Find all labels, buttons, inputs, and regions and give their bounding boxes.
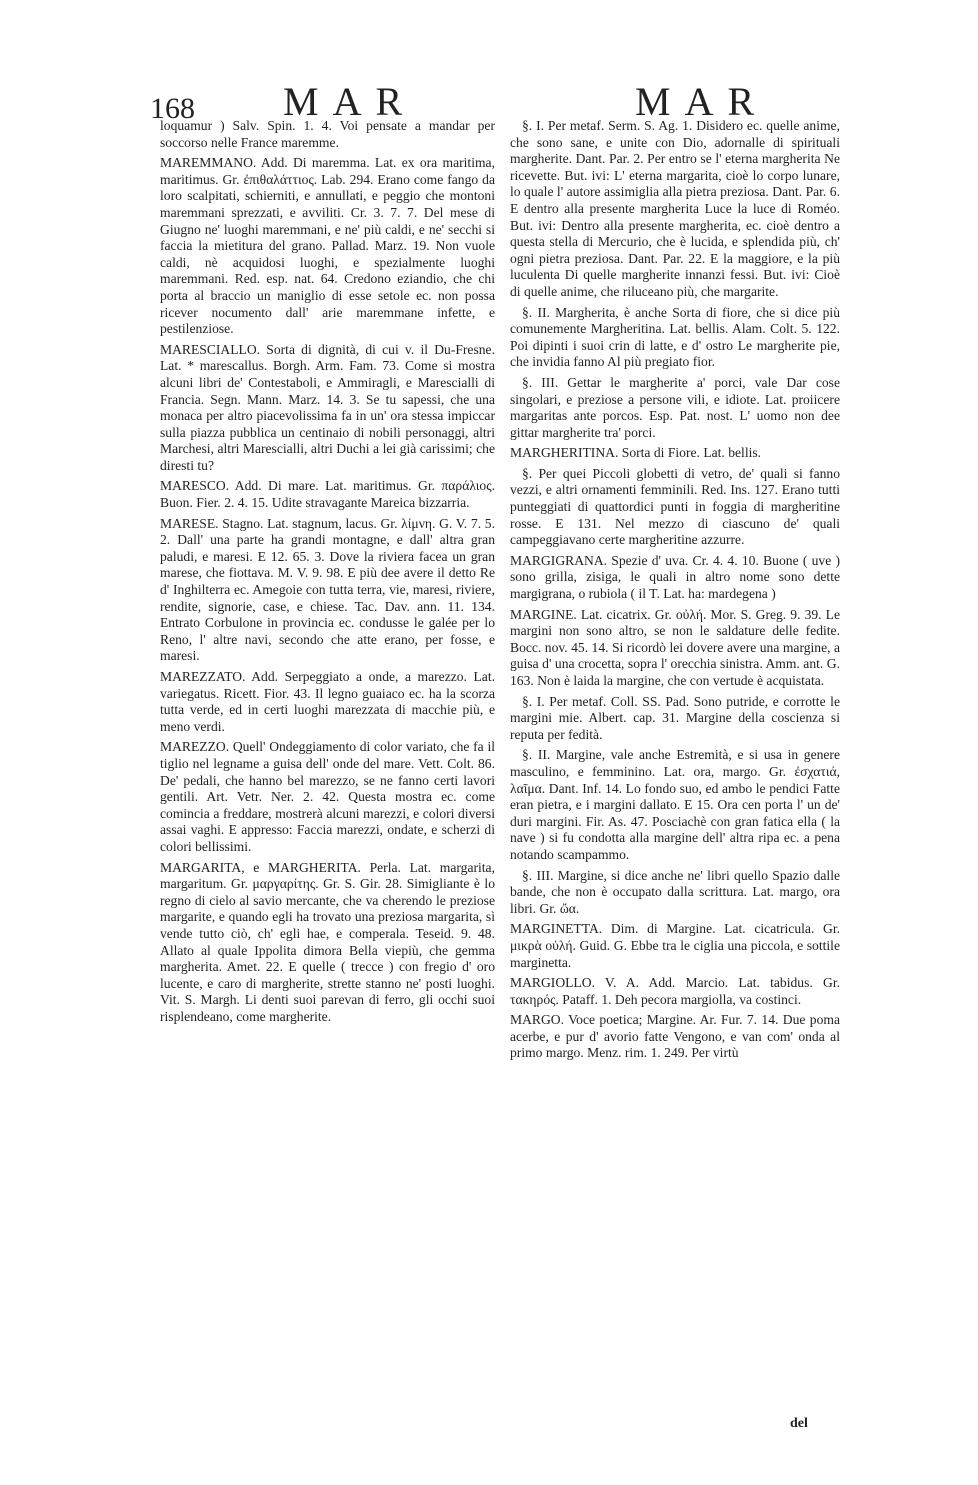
dictionary-entry: MARESE. Stagno. Lat. stagnum, lacus. Gr. λίμνη. G. V. 7. 5. 2. Dall' una parte ha grandi montagne, e dall' altra gran paludi, e maresi. E 12. 65. 3. Dove la riviera facea un gran marese, che fiottava. M. V. 9. 98. E più dee avere il detto Re d' Inghilterra ec. Amegoie con tutta terra, vie, maresi, riviere, rendite, signorie, case, e chiese. Tac. Dav. ann. 11. 134. Entrato Corbulone in provincia ec. condusse le galée per lo Reno, l' altre navi, secondo che atte erano, per fosse, e maresi. [160, 515, 495, 664]
dictionary-entry: MARGIOLLO. V. A. Add. Marcio. Lat. tabidus. Gr. τακηρός. Pataff. 1. Deh pecora margiolla, va costinci. [510, 975, 840, 1007]
dictionary-entry: MARGIGRANA. Spezie d' uva. Cr. 4. 4. 10. Buone ( uve ) sono grilla, zisiga, le quali in altro nome sono dette margigrana, o rubiola ( il T. Lat. ha: mardegena ) [510, 552, 840, 602]
sub-entry: §. III. Gettar le margherite a' porci, vale Dar cose singolari, e preziose a persone vili, e idiote. Lat. proiicere margaritas ante porcos. Esp. Pat. nost. L' uomo non dee gittar margherite tra' porci. [510, 374, 840, 440]
sub-entry: §. II. Margine, vale anche Estremità, e si usa in genere masculino, e femminino. Lat. ora, margo. Gr. ἐσχατιά, λαῖμα. Dant. Inf. 14. Lo fondo suo, ed ambo le pendici Fatte eran pietra, e i margini dallato. E 15. Ora cen porta l' un de' duri margini. Fir. As. 47. Posciachè con gran fatica ella ( la nave ) si fu condotta alla margine dell' altra ripa ec. a pena notando scampammo. [510, 747, 840, 862]
sub-entry: §. III. Margine, si dice anche ne' libri quello Spazio dalle bande, che non è occupato dalla scrittura. Lat. margo, ora libri. Gr. ὤα. [510, 867, 840, 916]
dictionary-entry: MARGO. Voce poetica; Margine. Ar. Fur. 7. 14. Due poma acerbe, e pur d' avorio fatte Vengono, e van com' onda al primo margo. Menz. rim. 1. 249. Per virtù [510, 1012, 840, 1061]
dictionary-entry: MARGARITA, e MARGHERITA. Perla. Lat. margarita, margaritum. Gr. μαργαρίτης. Gr. S. Gir. 28. Simigliante è lo regno di cielo al savio mercante, che va cherendo le preziose margarite, e quando egli ha trovato una preziosa margarita, sì vende tutto ciò, ch' egli hae, e comperala. Teseid. 9. 48. Allato al quale Ippolita dimora Bella viepiù, che gemma margherita. Amet. 22. E quelle ( trecce ) con fregio d' oro lucente, e caro di margherite, strette stanno ne' posti luoghi. Vit. S. Margh. Li denti suoi parevan di ferro, gli occhi suoi risplendeano, come margherite. [160, 859, 495, 1024]
sub-entry: §. Per quei Piccoli globetti di vetro, de' quali si fanno vezzi, e altri ornamenti femminili. Red. Ins. 127. Erano tutti punteggiati di quattordici punti in foggia di margheritine rosse. E 131. Nel mezzo di ciascuno de' quali campeggiavano certe margheritine azzurre. [510, 465, 840, 548]
page-number: 168 [150, 92, 195, 125]
dictionary-entry: MARESCO. Add. Di mare. Lat. maritimus. Gr. παράλιος. Buon. Fier. 2. 4. 15. Udite stravagante Mareica bizzarria. [160, 478, 495, 511]
right-running-head: MAR [635, 79, 769, 124]
dictionary-entry: MAREMMANO. Add. Di maremma. Lat. ex ora maritima, maritimus. Gr. ἐπιθαλάττιος. Lab. 294. Erano come fango da loro scalpitati, schierniti, e annullati, e peggio che montoni maremmani sprezzati, e avviliti. Cr. 3. 7. 7. Del mese di Giugno ne' luoghi maremmani, e ne' più caldi, e ne' secchi si faccia la mietitura del grano. Pallad. Marz. 19. Non vuole caldi, nè acquidosi luoghi, e spezialmente luoghi maremmani. Red. esp. nat. 64. Credono eziandio, che chi porta al braccio un maniglio di esse setole ec. non possa ricever nocumento dall' arie maremmane infette, e pestilenziose. [160, 155, 495, 337]
dictionary-entry: MAREZZATO. Add. Serpeggiato a onde, a marezzo. Lat. variegatus. Ricett. Fior. 43. Il legno guaiaco ec. ha la scorza tutta verde, ed in certi luoghi marezzata di macchie più, e meno verdi. [160, 669, 495, 734]
catchword: del [790, 1416, 808, 1431]
dictionary-entry: MARESCIALLO. Sorta di dignità, di cui v. il Du-Fresne. Lat. * marescallus. Borgh. Arm. Fam. 73. Come si mostra alcuni libri de' Contestaboli, e Ammiragli, e Marescialli di Francia. Segn. Mann. Marz. 14. 3. Se tu sapessi, che una monaca per altro piacevolissima fa in un' ora stessa impiccar sulla piazza pubblica un centinaio di nobili personaggi, altri Marchesi, altri Marescialli, altri Duchi a lei già carissimi; che diresti tu? [160, 341, 495, 473]
right-column [510, 118, 840, 1066]
sub-entry: §. I. Per metaf. Coll. SS. Pad. Sono putride, e corrotte le margini mie. Albert. cap. 31. Margine della coscienza si reputa per fedità. [510, 693, 840, 742]
left-running-head: MAR [283, 79, 417, 124]
dictionary-entry: MARGINETTA. Dim. di Margine. Lat. cicatricula. Gr. μικρὰ οὐλή. Guid. G. Ebbe tra le ciglia una piccola, e sottile marginetta. [510, 921, 840, 970]
dictionary-entry: MARGINE. Lat. cicatrix. Gr. οὐλή. Mor. S. Greg. 9. 39. Le margini non sono altro, se non le saldature delle fedite. Bocc. nov. 45. 14. Si ricordò lei dovere avere una margine, a guisa d' una crocetta, sopra l' orecchia sinistra. Amm. ant. G. 163. Non è laida la margine, che con vertude è acquistata. [510, 606, 840, 688]
continued-text: loquamur ) Salv. Spin. 1. 4. Voi pensate a mandar per soccorso nelle France maremme. [160, 118, 495, 150]
dictionary-entry: MAREZZO. Quell' Ondeggiamento di color variato, che fa il tiglio nel legname a guisa dell' onde del mare. Vett. Colt. 86. De' pedali, che hanno bel marezzo, se ne fanno certi lavori gentili. Art. Vetr. Ner. 2. 42. Questa mostra ec. come comincia a freddare, mostrerà alcuni marezzi, e colori diversi assai vaghi. E appresso: Faccia marezzi, ondate, e scherzi di colori bellissimi. [160, 739, 495, 854]
sub-entry: §. I. Per metaf. Serm. S. Ag. 1. Disidero ec. quelle anime, che sono sane, e unite con Dio, adornalle di spirituali margherite. Dant. Par. 2. Per entro se l' eterna margherita Ne ricevette. But. ivi: L' eterna margarita, cioè lo corpo lunare, lo quale l' autore assimiglia alla pietra preziosa. Dant. Par. 6. E dentro alla presente margherita Luce la luce di Roméo. But. ivi: Dentro alla presente margherita, ec. cioè dentro a questa stella di Mercurio, che è lucida, e splendida più, ch' ogni pietra preziosa. Dant. Par. 22. E la maggiore, e la più luculenta Di quelle margherite innanzi fessi. But. ivi: Cioè di quelle anime, che riluceano più, che margarite. [510, 118, 840, 299]
left-column [160, 118, 495, 1029]
sub-entry: §. II. Margherita, è anche Sorta di fiore, che si dice più comunemente Margheritina. Lat. bellis. Alam. Colt. 5. 122. Poi dipinti i suoi crin di latte, e d' ostro Le margherite pie, che invidia fanno Al più pregiato fior. [510, 304, 840, 370]
dictionary-entry: MARGHERITINA. Sorta di Fiore. Lat. bellis. [510, 445, 762, 461]
